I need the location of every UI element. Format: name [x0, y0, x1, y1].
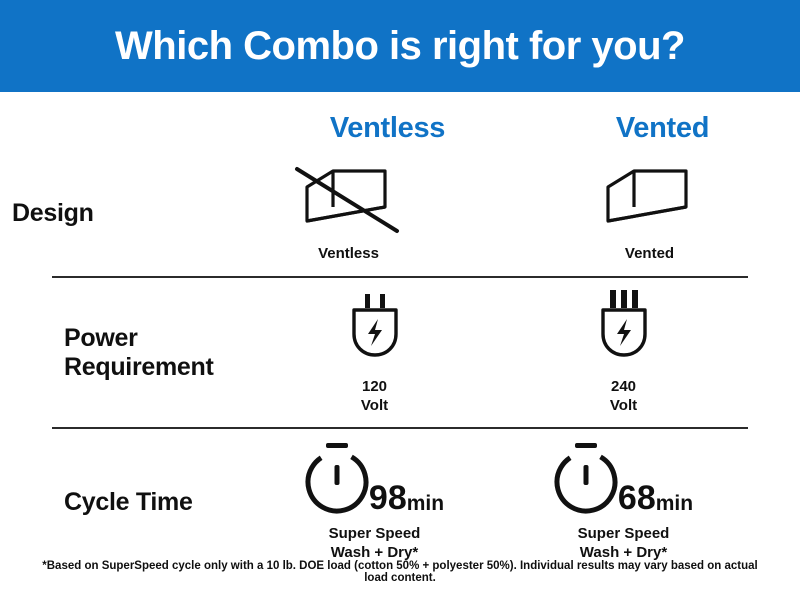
- cell-cycle-ventless-caption-line1: Super Speed: [328, 525, 421, 543]
- cell-design-vented: [499, 151, 800, 276]
- header-banner: [0, 0, 800, 92]
- cell-cycle-ventless-figure: [299, 439, 450, 519]
- cell-power-vented-unit: Volt: [609, 396, 638, 414]
- cell-power-ventless-unit: Volt: [360, 396, 389, 414]
- plug-three-prong-icon: [589, 288, 659, 372]
- column-headings: [0, 92, 800, 151]
- row-power-label-cell: [52, 324, 250, 382]
- cell-cycle-ventless-caption-line2: Wash + Dry*: [330, 544, 419, 561]
- cell-power-vented: [499, 278, 748, 428]
- cell-power-vented-value: 240: [610, 377, 637, 395]
- cell-design-vented-caption: Vented: [624, 245, 675, 262]
- row-power-requirement: [52, 276, 748, 428]
- cell-design-ventless-caption: Ventless: [318, 245, 379, 262]
- column-heading-vented: [525, 112, 800, 145]
- cell-cycle-ventless: [250, 429, 499, 575]
- page-title: Which Combo is right for you?: [115, 24, 685, 68]
- column-heading-vented-label: Vented: [615, 112, 710, 144]
- cell-cycle-ventless-caption: [329, 525, 421, 563]
- cell-cycle-vented-figure: [548, 439, 699, 519]
- cell-cycle-vented-unit: min: [655, 492, 694, 516]
- column-heading-ventless: [250, 112, 525, 145]
- row-power-label-line1: Power: [64, 323, 138, 352]
- row-cycle-label: Cycle Time: [64, 487, 193, 516]
- timer-icon: [548, 439, 624, 519]
- cell-cycle-ventless-unit: min: [406, 492, 445, 516]
- cell-cycle-vented-caption-line2: Wash + Dry*: [579, 544, 668, 561]
- row-cycle-label-cell: [52, 488, 250, 517]
- cell-power-vented-caption: [610, 378, 637, 416]
- timer-icon: [299, 439, 375, 519]
- plug-two-prong-icon: [340, 288, 410, 372]
- cell-power-ventless-value: 120: [361, 377, 388, 395]
- footnote: *Based on SuperSpeed cycle only with a 10 lb. DOE load (cotton 50% + polyester 50%). Individual results may vary based on actual load content.: [42, 560, 758, 584]
- vented-dryer-icon: [594, 161, 706, 239]
- ventless-dryer-icon: [293, 161, 405, 239]
- row-design-label-cell: [0, 199, 198, 228]
- column-heading-ventless-label: Ventless: [329, 112, 446, 144]
- cell-design-ventless: [198, 151, 499, 276]
- row-power-label-line2: Requirement: [64, 352, 214, 381]
- cell-cycle-ventless-value: 98: [368, 479, 407, 518]
- row-design-label: Design: [12, 199, 94, 227]
- row-design: [0, 151, 800, 276]
- cell-cycle-vented-caption-line1: Super Speed: [577, 525, 670, 543]
- row-cycle-time: [52, 427, 748, 575]
- cell-power-ventless: [250, 278, 499, 428]
- cell-cycle-vented-value: 68: [617, 479, 656, 518]
- cell-cycle-vented: [499, 429, 748, 575]
- cell-power-ventless-caption: [361, 378, 388, 416]
- cell-cycle-vented-caption: [578, 525, 670, 563]
